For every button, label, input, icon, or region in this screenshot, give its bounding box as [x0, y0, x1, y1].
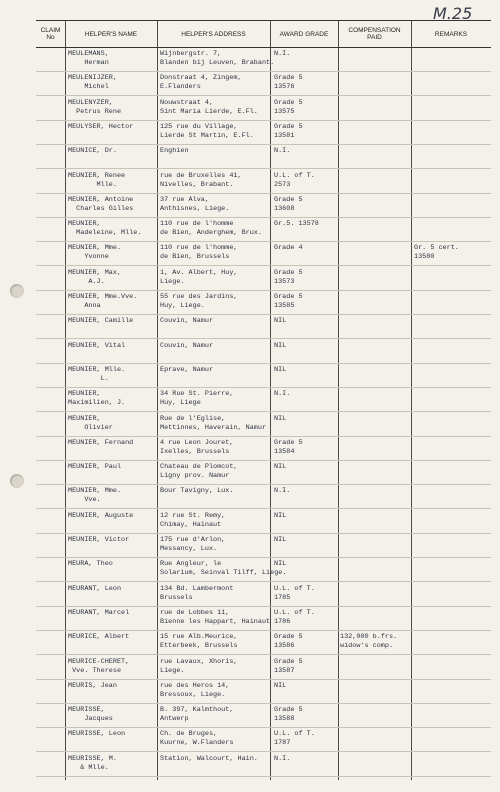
helper-name: MEUNIER, Victor: [68, 536, 130, 544]
helper-name: MEURANT, Marcel: [68, 608, 130, 617]
award-grade: U.L. of T. 2573: [274, 171, 315, 189]
helper-address: 12 rue St. Remy, Chimay, Hainaut: [160, 511, 226, 529]
table-row: [36, 72, 491, 96]
award-grade: Grade 5 13585: [274, 293, 303, 310]
helper-name: MEULENYZER, Petrus Rene: [68, 98, 122, 116]
helper-name: MEUNIER, Mlle. L.: [68, 365, 126, 383]
award-grade: Grade 5 13576: [274, 74, 303, 92]
helper-name: MEUNIER, Max, A.J.: [68, 268, 122, 286]
helper-address: 4 rue Leon Jouret, Ixelles, Brussels: [160, 438, 234, 456]
helper-address: Rue de l'Eglise, Mettinnes, Haverain, Namur: [160, 414, 267, 432]
helper-address: 15 rue Alb.Meurice, Etterbeek, Brussels: [160, 633, 238, 651]
helper-name: MEUNIER, Auguste: [68, 511, 134, 520]
helper-address: Chateau de Plomcot, Ligny prov. Namur: [160, 463, 238, 481]
punch-hole: [10, 284, 24, 298]
table-row: [36, 461, 491, 485]
helper-address: 34 Rue St. Pierre, Huy, Liege: [160, 390, 234, 408]
award-grade: Grade 5 13584: [274, 438, 303, 456]
table-row: [36, 437, 491, 461]
helper-address: Couvin, Namur: [160, 341, 214, 350]
helper-name: MEURA, Theo: [68, 560, 113, 569]
table-row: [36, 753, 491, 777]
helper-name: MEULENIJZER, Michel: [68, 74, 117, 92]
helper-name: MEULYSER, Hector: [68, 122, 134, 131]
helper-name: MEURIS, Jean: [68, 681, 117, 690]
award-grade: NIL: [274, 414, 287, 423]
table-row: [36, 534, 491, 558]
remarks: Gr. 5 cert. 13580: [414, 244, 459, 262]
award-grade: NIL: [274, 341, 287, 350]
award-grade: NIL: [274, 463, 287, 472]
table-row: [36, 242, 491, 266]
helper-name: MEUNIER, Madeleine, Mlle.: [68, 220, 142, 238]
helper-name: MEURISSE, Jacques: [68, 706, 113, 724]
helper-address: Eprave, Namur: [160, 365, 214, 374]
helper-name: MEUNIER, Mme. Yvonne: [68, 244, 122, 262]
table-row: [36, 388, 491, 412]
reference-mark: M.25: [433, 4, 473, 23]
helper-name: MEUNIER, Vital: [68, 341, 126, 350]
helper-address: rue des Heros 14, Bressoux, Liege.: [160, 681, 230, 699]
table-row: [36, 291, 491, 315]
award-grade: U.L. of T. 1785: [274, 584, 315, 602]
header-claim: CLAIM No: [40, 27, 61, 41]
table-row: [36, 510, 491, 534]
helper-address: rue de Bruxelles 41, Nivelles, Brabant.: [160, 171, 242, 189]
helper-name: MEURISSE, Leon: [68, 730, 126, 739]
award-grade: Grade 5 13588: [274, 706, 303, 724]
helper-address: 55 rue des Jardins, Huy, Liege.: [160, 293, 238, 310]
table-row: [36, 485, 491, 509]
helper-address: Ch. de Bruges, Kuurne, W.Flanders: [160, 730, 234, 748]
award-grade: Grade 4: [274, 244, 303, 253]
table-row: [36, 170, 491, 194]
helper-address: 37 rue Alva, Anthisnes, Liege.: [160, 195, 230, 213]
helper-address: rue de Lobbes 11, Bienne les Happart, Hainaut: [160, 608, 271, 626]
helper-name: MEUNIER, Mme. Vve.: [68, 487, 122, 505]
helper-address: 110 rue de l'homme de Bien, Anderghem, Brux.: [160, 220, 262, 238]
award-grade: NIL: [274, 681, 287, 690]
award-grade: Grade 5 13586: [274, 633, 303, 651]
helper-address: rue Lavaux, Xhoris, Liege.: [160, 657, 238, 675]
award-grade: NIL: [274, 317, 287, 326]
table-row: [36, 97, 491, 121]
header-compensation: COMPENSATION PAID: [348, 27, 401, 41]
helper-name: MEUNIER, Fernand: [68, 438, 134, 447]
header-address: HELPER'S ADDRESS: [181, 30, 246, 38]
table-row: [36, 315, 491, 339]
helper-address: Wijnbergstr. 7, Blanden bij Leuven, Brabant.: [160, 50, 275, 67]
helper-address: Enghien: [160, 147, 189, 156]
table-row: [36, 631, 491, 655]
helper-address: 1, Av. Albert, Huy, Liege.: [160, 268, 238, 286]
award-grade: NIL: [274, 560, 287, 569]
award-grade: NIL: [274, 536, 287, 544]
helper-address: Couvin, Namur: [160, 317, 214, 326]
header-name: HELPER'S NAME: [84, 30, 138, 38]
table-row: [36, 194, 491, 218]
award-grade: N.I.: [274, 147, 291, 156]
award-grade: Gr.5. 13578: [274, 220, 319, 229]
award-grade: NIL: [274, 511, 287, 520]
table-row: [36, 583, 491, 607]
helper-name: MEURICE-CHERET, Vve. Therese: [68, 657, 130, 675]
helper-address: Station, Walcourt, Hain.: [160, 754, 258, 763]
helper-name: MEUNIER, Renee Mlle.: [68, 171, 126, 189]
helper-address: Nouwstraat 4, Sint Maria Lierde, E.Fl.: [160, 98, 258, 116]
award-grade: Grade 5 13587: [274, 657, 303, 675]
helper-name: MEURANT, Leon: [68, 584, 122, 593]
helper-address: 134 Bd. Lambermont Brussels: [160, 584, 234, 602]
table-row: [36, 145, 491, 169]
table-header: [36, 20, 491, 48]
award-grade: U.L. of T. 1786: [274, 608, 315, 626]
award-grade: N.I.: [274, 390, 291, 399]
table-row: [36, 121, 491, 145]
helper-address: 110 rue de l'homme, de Bien, Brussels: [160, 244, 238, 262]
helper-name: MEUNIER, Camille: [68, 317, 134, 326]
header-grade: AWARD GRADE: [279, 30, 329, 38]
helper-name: MEUNIER, Paul: [68, 463, 122, 472]
header-remarks: REMARKS: [434, 30, 468, 38]
table-row: [36, 218, 491, 242]
helpers-table: [36, 20, 491, 780]
helper-name: MEUNIER, Antoine Charles Gilles: [68, 195, 134, 213]
table-row: [36, 364, 491, 388]
helper-address: 125 rue du Village, Lierde St Martin, E.Fl.: [160, 122, 254, 140]
award-grade: NIL: [274, 365, 287, 374]
helper-address: B. 397, Kalmthout, Antwerp: [160, 706, 234, 724]
award-grade: N.I.: [274, 487, 291, 496]
table-row: [36, 558, 491, 582]
award-grade: Grade 5 13575: [274, 98, 303, 116]
table-row: [36, 413, 491, 437]
table-row: [36, 267, 491, 291]
award-grade: N.I.: [274, 754, 291, 763]
award-grade: U.L. of T. 1787: [274, 730, 315, 748]
award-grade: Grade 5 13581: [274, 122, 303, 140]
table-row: [36, 728, 491, 752]
helper-address: 175 rue d'Arlon, Messancy, Lux.: [160, 536, 226, 553]
helper-name: MEURICE, Albert: [68, 633, 130, 642]
helper-name: MEUNICE, Dr.: [68, 147, 117, 156]
table-row: [36, 607, 491, 631]
helper-name: MEUNIER, Maximilien, J.: [68, 390, 126, 408]
helper-address: Donstraat 4, Zingem, E.Flanders: [160, 74, 242, 92]
table-row: [36, 340, 491, 364]
award-grade: Grade 5 13608: [274, 195, 303, 213]
table-row: [36, 680, 491, 704]
table-row: [36, 656, 491, 680]
helper-address: Rue Angleur, le Solarium, Seinval Tilff, Liege.: [160, 560, 287, 578]
helper-address: Bour Tavigny, Lux.: [160, 487, 234, 496]
helper-name: MEURISSE, M. & Mlle.: [68, 754, 117, 772]
award-grade: N.I.: [274, 50, 291, 58]
table-row: [36, 48, 491, 72]
table-row: [36, 704, 491, 728]
punch-hole: [10, 474, 24, 488]
compensation-paid: 132,000 b.frs. widow's comp.: [340, 633, 398, 651]
helper-name: MEUNIER, Olivier: [68, 414, 113, 432]
award-grade: Grade 5 13573: [274, 268, 303, 286]
helper-name: MEUNIER, Mme.Vve. Anna: [68, 293, 138, 310]
helper-name: MEULEMANS, Herman: [68, 50, 109, 67]
